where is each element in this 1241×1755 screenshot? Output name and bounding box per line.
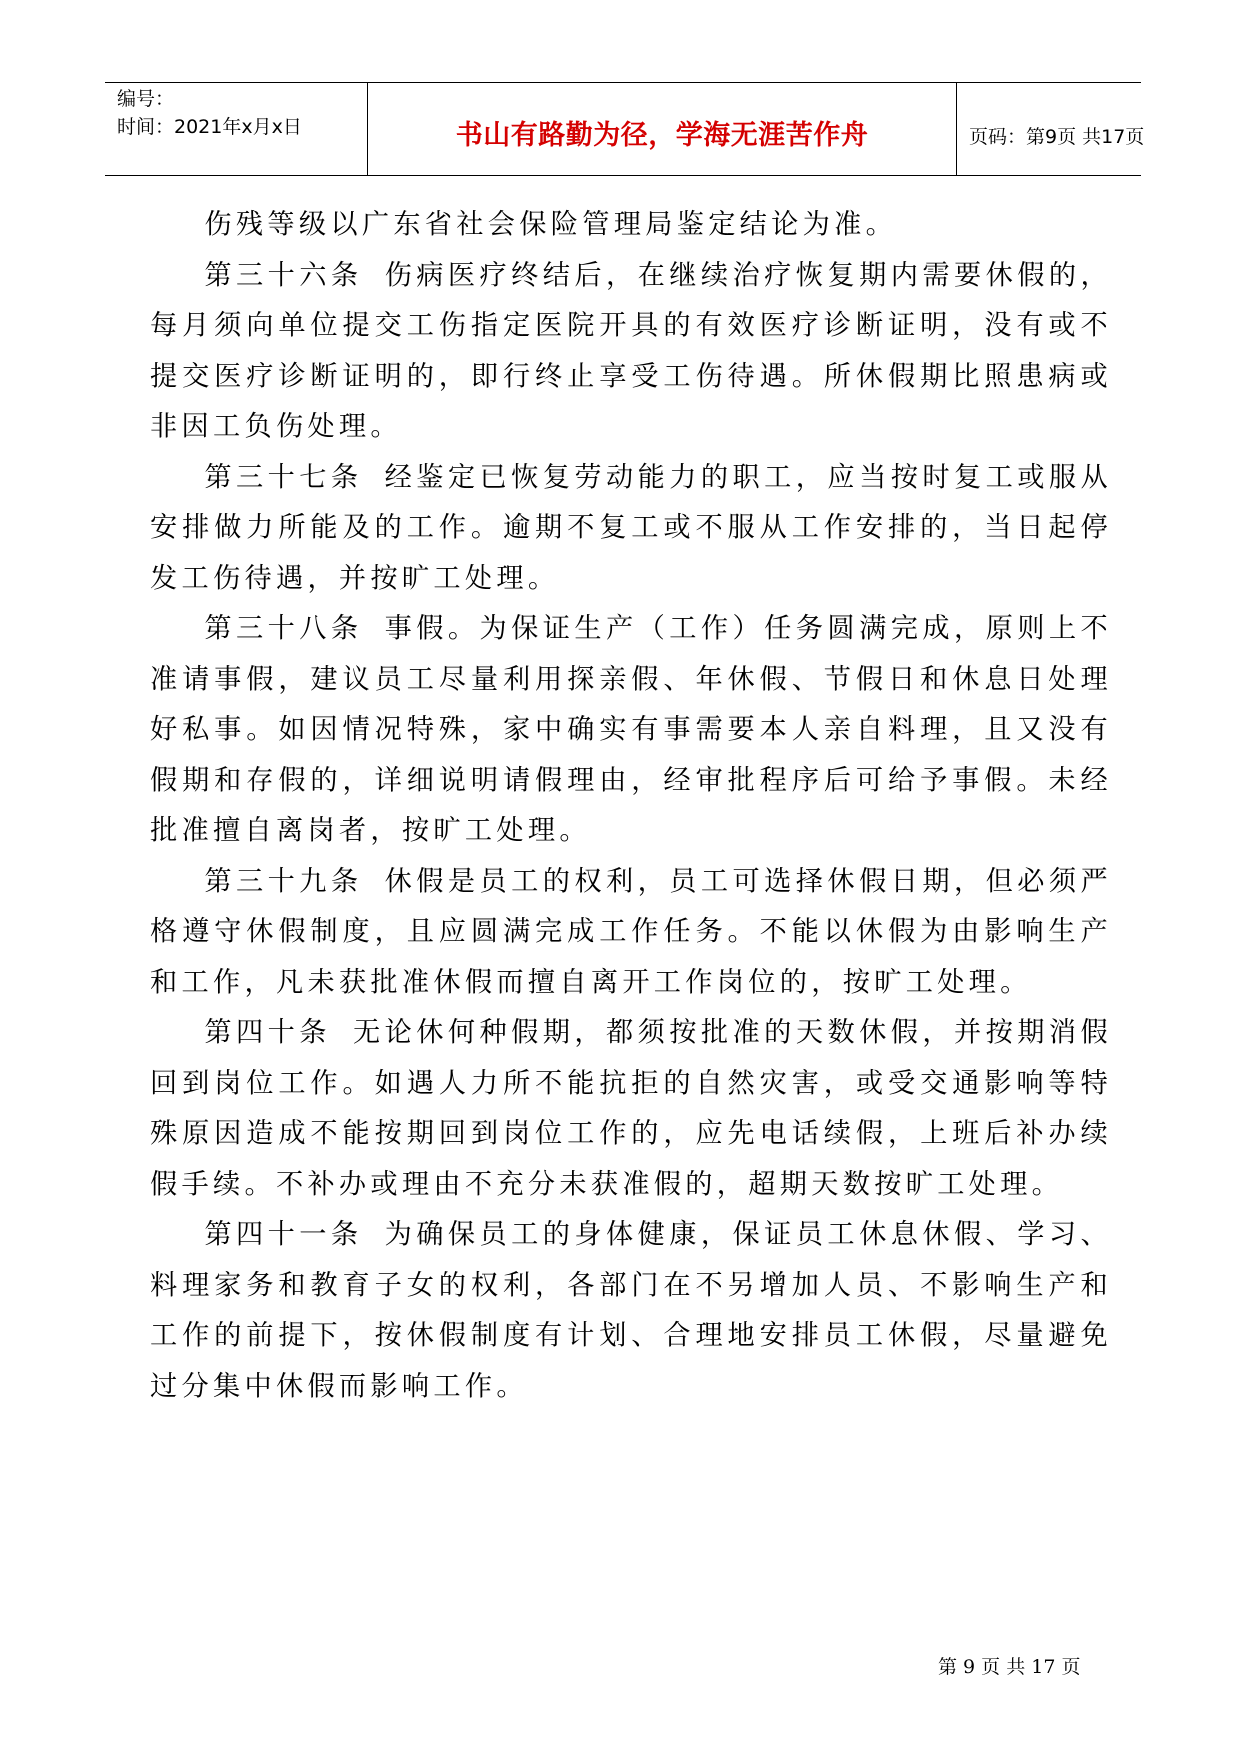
- document-number-label: 编号：: [117, 88, 175, 110]
- page-footer: [938, 1652, 1080, 1679]
- header-meta: [105, 83, 368, 175]
- article-number: 第三十八条: [204, 613, 363, 644]
- page-header: [105, 82, 1145, 176]
- article-41: [150, 1210, 1112, 1412]
- paragraph-disability-grade: [150, 200, 1112, 251]
- article-text: 休假是员工的权利，员工可选择休假日期，但必须严格遵守休假制度，且应圆满完成工作任务。不能以休假为由影响生产和工作，凡未获批准休假而擅自离开工作岗位的，按旷工处理。: [150, 865, 1112, 998]
- document-time-label: 时间：2021年x月x日: [117, 116, 302, 138]
- article-number: 第四十一条: [204, 1219, 363, 1250]
- header-page-number: 页码：第9页 共17页: [969, 125, 1145, 148]
- article-number: 第三十六条: [204, 259, 363, 291]
- header-motto-cell: [368, 83, 957, 175]
- footer-page-number: 第 9 页 共 17 页: [938, 1656, 1081, 1678]
- article-text: 伤病医疗终结后，在继续治疗恢复期内需要休假的，每月须向单位提交工伤指定医院开具的有效医疗诊断证明，没有或不提交医疗诊断证明的，即行终止享受工伤待遇。所休假期比照患病或非因工负伤处理。: [150, 259, 1112, 442]
- article-number: 第四十条: [204, 1017, 331, 1048]
- article-text: 无论休何种假期，都须按批准的天数休假，并按期消假回到岗位工作。如遇人力所不能抗拒的自然灾害，或受交通影响等特殊原因造成不能按期回到岗位工作的，应先电话续假，上班后补办续假手续。不补办或理由不充分未获准假的，超期天数按旷工处理。: [150, 1017, 1113, 1200]
- article-number: 第三十七条: [204, 461, 363, 493]
- article-text: 经鉴定已恢复劳动能力的职工，应当按时复工或服从安排做力所能及的工作。逾期不复工或不服从工作安排的，当日起停发工伤待遇，并按旷工处理。: [150, 461, 1112, 594]
- article-40: [150, 1008, 1112, 1210]
- article-36: [150, 251, 1112, 453]
- header-page-cell: [957, 83, 1145, 181]
- article-text: 事假。为保证生产（工作）任务圆满完成，原则上不准请事假，建议员工尽量利用探亲假、年休假、节假日和休息日处理好私事。如因情况特殊，家中确实有事需要本人亲自料理，且又没有假期和存假的，详细说明请假理由，经审批程序后可给予事假。未经批准擅自离岗者，按旷工处理。: [150, 613, 1112, 846]
- article-text: 为确保员工的身体健康，保证员工休息休假、学习、料理家务和教育子女的权利，各部门在不另增加人员、不影响生产和工作的前提下，按休假制度有计划、合理地安排员工休假，尽量避免过分集中休假而影响工作。: [150, 1219, 1112, 1402]
- header-motto: 书山有路勤为径，学海无涯苦作舟: [455, 119, 869, 151]
- document-body: [150, 200, 1112, 1412]
- article-38: [150, 604, 1112, 857]
- article-37: [150, 453, 1112, 605]
- paragraph-text: 伤残等级以广东省社会保险管理局鉴定结论为准。: [204, 209, 898, 240]
- article-number: 第三十九条: [204, 865, 363, 897]
- article-39: [150, 857, 1112, 1009]
